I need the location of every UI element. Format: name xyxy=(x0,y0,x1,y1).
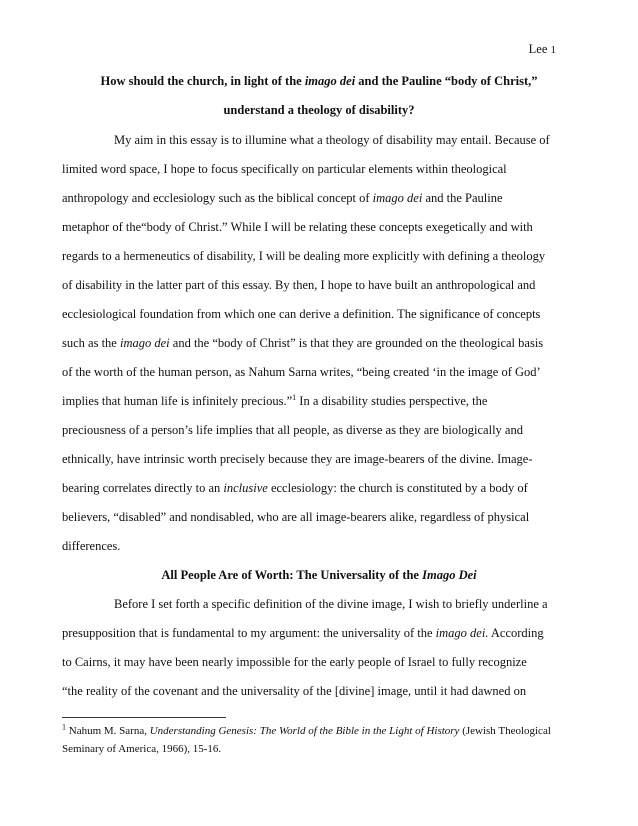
body-line xyxy=(62,191,580,206)
italic-term: imago dei. xyxy=(435,626,489,640)
body-line: Before I set forth a specific definition of the divine image, I wish to briefly underline a xyxy=(114,597,548,611)
body-text: anthropology and ecclesiology such as the biblical concept of xyxy=(62,191,373,205)
footnote-reference[interactable]: 1 xyxy=(292,392,297,402)
essay-title-line-1 xyxy=(62,74,576,89)
body-line: limited word space, I hope to focus specifically on particular elements within theological xyxy=(62,162,507,176)
body-text: In a disability studies perspective, the xyxy=(296,394,488,408)
title-italic-term: imago dei xyxy=(304,74,356,88)
body-line: regards to a hermeneutics of disability, I will be dealing more explicitly with defining a theology xyxy=(62,249,546,263)
italic-term: imago dei xyxy=(372,191,423,205)
body-line: preciousness of a person’s life implies that all people, as diverse as they are biologically and xyxy=(62,423,523,437)
body-line: ecclesiological foundation from which one can derive a definition. The significance of concepts xyxy=(62,307,541,321)
body-line: ethnically, have intrinsic worth precisely because they are image-bearers of the divine. Image- xyxy=(62,452,533,466)
body-text: According xyxy=(488,626,544,640)
italic-term: inclusive xyxy=(223,481,268,495)
footnote-marker: 1 xyxy=(62,722,66,732)
body-line xyxy=(62,626,580,641)
body-line: “the reality of the covenant and the universality of the [divine] image, until it had dawned on xyxy=(62,684,527,698)
body-line: metaphor of the“body of Christ.” While I will be relating these concepts exegetically and with xyxy=(62,220,533,234)
page-number: 1 xyxy=(550,44,556,56)
body-text: such as the xyxy=(62,336,120,350)
body-text: bearing correlates directly to an xyxy=(62,481,224,495)
essay-title-line-2: understand a theology of disability? xyxy=(223,103,415,117)
body-line xyxy=(62,481,580,496)
body-text: and the “body of Christ” is that they are grounded on the theological basis xyxy=(169,336,544,350)
footnote-line-2: Seminary of America, 1966), 15-16. xyxy=(62,743,222,755)
body-line: differences. xyxy=(62,539,121,553)
body-line: My aim in this essay is to illumine what a theology of disability may entail. Because of xyxy=(114,133,550,147)
section-heading xyxy=(62,568,576,583)
title-text: and the Pauline “body of Christ,” xyxy=(355,74,538,88)
footnote-separator xyxy=(62,717,226,718)
footnote-book-title: Understanding Genesis: The World of the Bible in the Light of History xyxy=(149,725,460,737)
body-line: to Cairns, it may have been nearly impossible for the early people of Israel to fully recognize xyxy=(62,655,527,669)
body-text: and the Pauline xyxy=(422,191,503,205)
body-text: ecclesiology: the church is constituted by a body of xyxy=(267,481,528,495)
italic-term: imago dei xyxy=(119,336,170,350)
body-line: of disability in the latter part of this essay. By then, I hope to have built an anthropological and xyxy=(62,278,536,292)
body-line xyxy=(62,336,580,351)
title-text: How should the church, in light of the xyxy=(100,74,305,88)
footnote-text: (Jewish Theological xyxy=(459,725,551,737)
running-header xyxy=(529,42,556,57)
body-line: believers, “disabled” and nondisabled, who are all image-bearers alike, regardless of physical xyxy=(62,510,530,524)
footnote-line-1 xyxy=(62,722,580,737)
running-head-name: Lee xyxy=(528,42,548,56)
heading-text: All People Are of Worth: The Universality of the xyxy=(161,568,423,582)
footnote-text: Nahum M. Sarna, xyxy=(66,725,150,737)
body-line xyxy=(62,394,580,409)
body-text: implies that human life is infinitely precious.” xyxy=(62,394,293,408)
body-text: presupposition that is fundamental to my argument: the universality of the xyxy=(62,626,436,640)
heading-italic-term: Imago Dei xyxy=(422,568,477,582)
body-line: of the worth of the human person, as Nahum Sarna writes, “being created ‘in the image of God’ xyxy=(62,365,541,379)
